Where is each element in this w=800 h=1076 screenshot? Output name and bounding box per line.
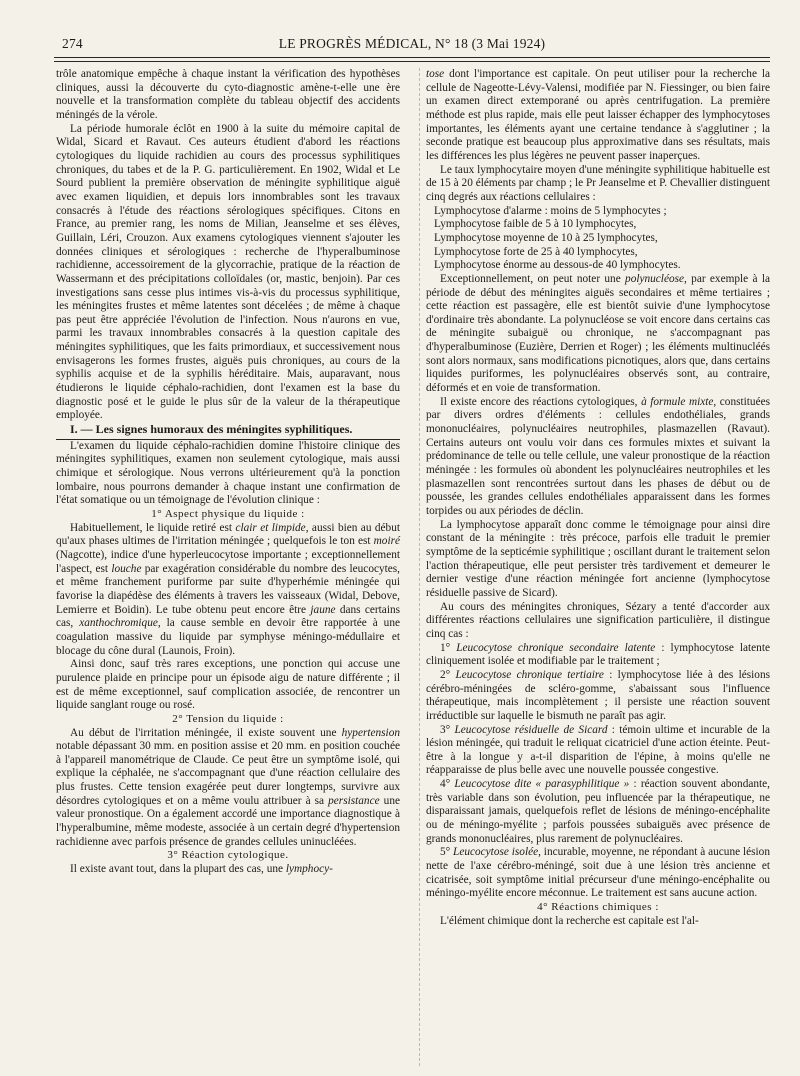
header-rule-double bbox=[54, 61, 770, 62]
paragraph: La période humorale éclôt en 1900 à la suite du mémoire capital de Widal, Sicard et Ravaut. Ces auteurs étudient d'abord les réactions cytologiques du liquide rachidien au cours des processus syphilitiques chroniques, du tabes et de la P. G. particulièrement. En 1902, Widal et Le Sourd publient la première observation de méningite syphilitique aiguë avec examen liquidien, et depuis lors innombrables sont les travaux consacrés à l'étude des réactions sérologiques spécifiques. Citons en France, au premier rang, les noms de Milian, Jeanselme et ses élèves, Guillain, Léri, Crouzon. Aux examens cytologiques viennent s'ajouter les données cliniques et sérologiques : recherche de l'hyperalbuminose rachidienne, accessoirement de la glycorrachie, pratique de la réaction de Wassermann et des précipitations colloïdales (or, mastic, benjoin). Par ces investigations sans cesse plus intimes vis-à-vis du processus syphilitique, les méningites frustes et même latentes sont décelées ; de même à chaque pas peut être appréciée l'évolution de l'infection. Nous n'aurons en vue, parmi les travaux innombrables consacrés à la question capitale des méningites syphilitiques, que les faits primordiaux, et successivement nous envisagerons les formes frustes, aiguës puis chroniques, au cours de la syphilis acquise et de la syphilis héréditaire. Mais, auparavant, nous étudierons le liquide céphalo-rachidien, dont l'examen est la base du diagnostic posé et le guide le plus sûr de la valeur de la thérapeutique employée. bbox=[56, 122, 400, 422]
left-column bbox=[56, 68, 400, 1066]
section-title: I. — Les signes humoraux des méningites syphilitiques. bbox=[56, 423, 400, 440]
list-item: Lymphocytose moyenne de 10 à 25 lymphocytes, bbox=[434, 231, 658, 244]
paragraph: Il existe avant tout, dans la plupart des cas, une lymphocy- bbox=[70, 863, 333, 876]
list-item: Lymphocytose énorme au dessous-de 40 lymphocytes. bbox=[434, 259, 681, 272]
list-item: Lymphocytose d'alarme : moins de 5 lymphocytes ; bbox=[434, 204, 667, 217]
paragraph: Au cours des méningites chroniques, Sézary a tenté d'accorder aux différentes réactions cellulaires une signification particulière, il distingue cinq cas : bbox=[426, 600, 770, 640]
paragraph: Habituellement, le liquide retiré est clair et limpide, aussi bien au début qu'aux phases ultimes de l'irritation méningée ; quelquefois le ton est moiré (Nagcotte), indice d'une hyperleucocytose importante ; exceptionnellement l'aspect, est louche par exagération considérable du nombre des leucocytes, et même franchement puriforme par suite d'hyperhémie méningée qui favorise la diapédèse des éléments à travers les vaisseaux (Widal, Debove, Lemierre et Boidin). Le tube obtenu peut encore être jaune dans certains cas, xanthochromique, la cause semble en devoir être rapportée à une coagulation massive du liquide par symphyse méningo-médullaire et blocage du cône dural (Launois, Froin). bbox=[56, 521, 400, 657]
paragraph: 2° Leucocytose chronique tertiaire : lymphocytose liée à des lésions cérébro-méningées de scléro-gomme, s'abaissant sous l'influence thérapeutique, mais incomplètement ; il persiste une réaction souvent irréductible sur laquelle le bismuth ne paraît pas agir. bbox=[426, 668, 770, 722]
subsection-title: 3° Réaction cytologique. bbox=[167, 849, 289, 862]
paragraph: La lymphocytose apparaît donc comme le témoignage pour ainsi dire constant de la méningite : très précoce, parfois elle traduit le premier symptôme de la septicémie syphilitique ; oscillant durant le traitement selon l'action thérapeutique, elle peut persister très tardivement et demeurer le dernier vestige d'une réaction méningée fort ancienne (lymphocytose résiduelle passive de Sicard). bbox=[426, 518, 770, 599]
running-title: LE PROGRÈS MÉDICAL, N° 18 (3 Mai 1924) bbox=[278, 36, 546, 51]
subsection-title: 2° Tension du liquide : bbox=[172, 712, 284, 725]
paragraph: Il existe encore des réactions cytologiques, à formule mixte, constituées par divers ordres d'éléments : cellules endothéliales, grands mononucléaires, polynucléaires neutrophiles, plasmazellen (Ravaut). Certains auteurs ont voulu voir dans ces formules mixtes et suivant la prédominance de telle ou telle cellule, une valeur pronostique de la réaction méningée : les formules où abondent les polynucléaires neutrophiles et les plasmazellen sont rencontrées surtout dans les phases de début ou de poussée, les grandes cellules endothéliales apparaissent dans les formes torpides ou aux périodes de déclin. bbox=[426, 395, 770, 517]
text-columns bbox=[56, 68, 770, 1066]
paragraph: Le taux lymphocytaire moyen d'une méningite syphilitique habituelle est de 15 à 20 éléments par champ ; le Pr Jeanselme et P. Chevallier distinguent cinq degrés aux réactions cellulaires : bbox=[426, 163, 770, 203]
paragraph: L'examen du liquide céphalo-rachidien domine l'histoire clinique des méningites syphilitiques, examen non seulement cytologique, mais aussi chimique et sérologique. Nous verrons ultérieurement qu'à la ponction lombaire, nous pourrons demander à chaque instant une confirmation de l'état somatique ou un témoignage de l'évolution clinique : bbox=[56, 439, 400, 507]
right-column bbox=[426, 68, 770, 1066]
subsection-title: 1° Aspect physique du liquide : bbox=[151, 508, 305, 520]
paragraph: 3° Leucocytose résiduelle de Sicard : témoin ultime et incurable de la lésion méningée, qui traduit le reliquat cicatriciel d'une action éteinte. Peut-être à la longue y a-t-il disparition de l'épine, à moins qu'elle ne réapparaisse de plus belle avec une nouvelle poussée congestive. bbox=[426, 723, 770, 777]
paragraph: 1° Leucocytose chronique secondaire latente : lymphocytose latente cliniquement isolée et modifiable par le traitement ; bbox=[426, 641, 770, 668]
subsection-title: 4° Réactions chimiques : bbox=[537, 901, 659, 914]
paragraph: Ainsi donc, sauf très rares exceptions, une ponction qui accuse une purulence plaide en principe pour un épisode aigu de nature différente ; il est de même exceptionnel, sauf complication associée, de rencontrer un liquide sanglant rouge ou rosé. bbox=[56, 658, 400, 712]
paragraph: 5° Leucocytose isolée, incurable, moyenne, ne répondant à aucune lésion nette de l'axe cérébro-méningé, soit due à une lésion très ancienne et cicatrisée, soit symptôme initial précurseur d'une méningo-encéphalite ou méningo-myélite encore méconnue. Le traitement est sans aucune action. bbox=[426, 846, 770, 900]
paragraph: 4° Leucocytose dite « parasyphilitique » : réaction souvent abondante, très variable dans son évolution, peu influencée par la thérapeutique, ne disparaissant jamais, quelquefois reflet de lésions de méningo-encéphalite ou de méningo-myélite ; parfois poussées subaiguës avec présence de grands mononucléaires, plus rarement de polynucléaires. bbox=[426, 778, 770, 845]
list-item: Lymphocytose forte de 25 à 40 lymphocytes, bbox=[434, 245, 638, 258]
page-header bbox=[54, 34, 770, 54]
page-number: 274 bbox=[62, 36, 83, 51]
paragraph: L'élément chimique dont la recherche est capitale est l'al- bbox=[440, 914, 699, 927]
paragraph: Au début de l'irritation méningée, il existe souvent une hypertension notable dépassant 30 mm. en position assise et 20 mm. en position couchée à l'appareil manométrique de Claude. Ce peut être un symptôme isolé, qui explique la céphalée, ne s'accompagnant que d'une réaction cellulaire des plus frustes. Cette tension exagérée peut durer longtemps, survivre aux désordres cytologiques et on a même voulu attribuer à sa persistance une valeur pronostique. On a également accordé une importance diagnostique à l'hyperalbumine, même modeste, associée à un certain degré d'hypertension rachidienne avec parfois présence de grandes cellules uninucléées. bbox=[56, 726, 400, 848]
list-item: Lymphocytose faible de 5 à 10 lymphocytes, bbox=[434, 218, 637, 231]
paragraph: Exceptionnellement, on peut noter une polynucléose, par exemple à la période de début des méningites aiguës secondaires et même tertiaires ; cette réaction est passagère, elle est bientôt suivie d'une lymphocytose d'ordinaire très abondante. La polynucléose se voit encore dans certains cas de méningite subaiguë ou chronique, ne s'accompagnant pas d'hyperalbuminose (Euzière, Derrien et Roger) ; les éléments multinucléés sont alors normaux, sans modifications picnotiques, alors que, dans certains liquides puriformes, les polynucléaires observés sont, au contraire, déformés et en voie de transformation. bbox=[426, 272, 770, 395]
paragraph: tose dont l'importance est capitale. On peut utiliser pour la recherche la cellule de Nageotte-Lévy-Valensi, modifiée par N. Fiessinger, ou bien faire un examen direct extemporané ou après centrifugation. La première méthode est plus rapide, mais elle peut laisser échapper des lymphocytoses importantes, les éléments ayant une certaine tendance à s'agglutiner ; la seconde pratique est beaucoup plus approximative dans ses résultats, mais les différences les plus légères ne peuvent passer inaperçues. bbox=[426, 68, 770, 162]
header-rule bbox=[54, 57, 770, 58]
paragraph: trôle anatomique empêche à chaque instant la vérification des hypothèses cliniques, aussi la découverte du cyto-diagnostic amène-t-elle une ère nouvelle et la transformation complète du tableau objectif des accidents méningés de la vérole. bbox=[56, 68, 400, 121]
